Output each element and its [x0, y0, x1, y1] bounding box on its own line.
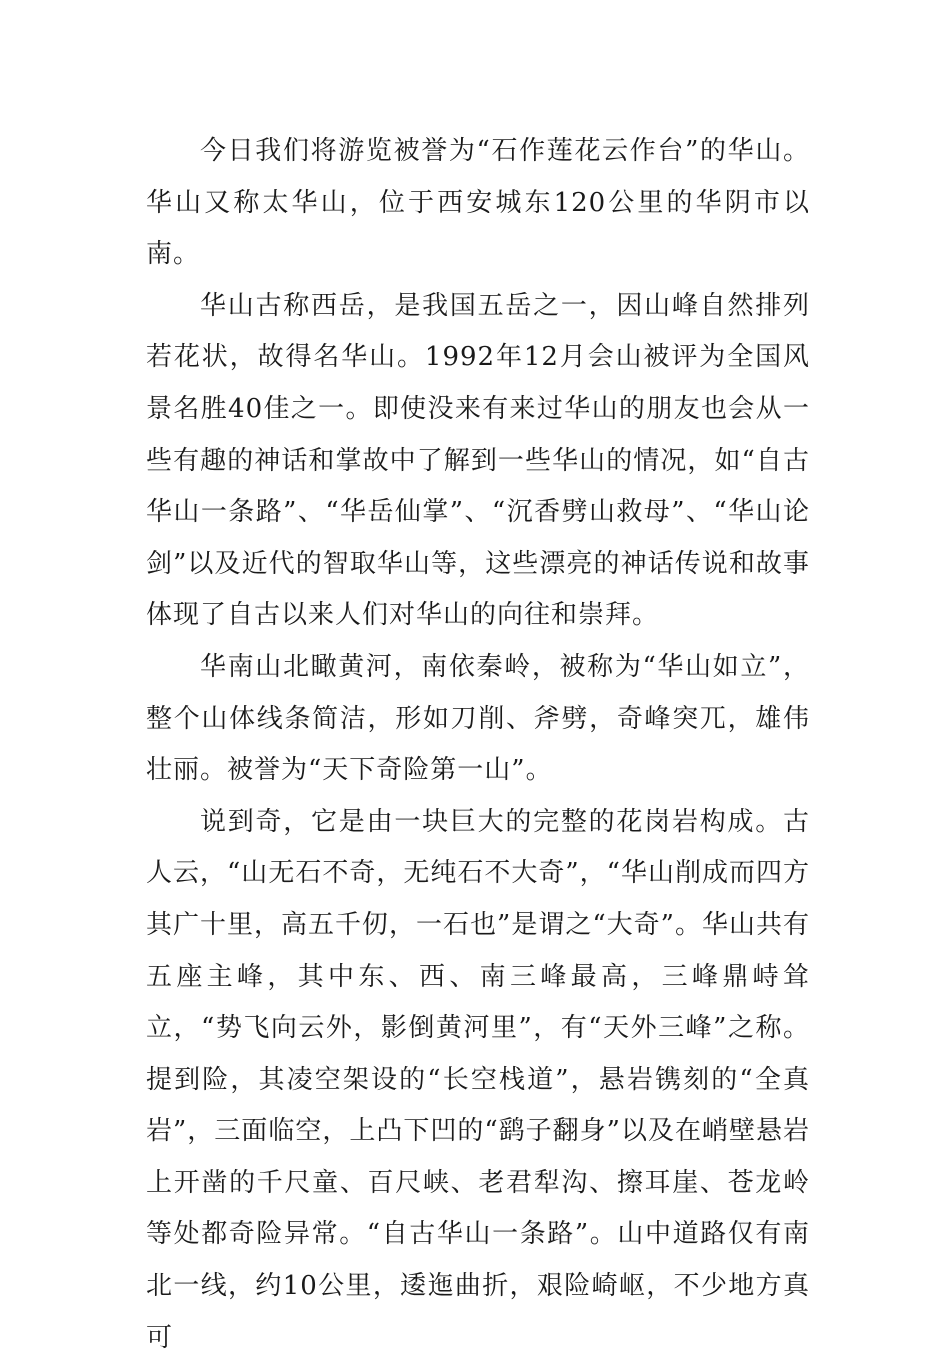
paragraph-1: 今日我们将游览被誉为“石作莲花云作台”的华山。华山又称太华山，位于西安城东120公里的华阴市以南。 [146, 136, 810, 270]
document-body [146, 126, 810, 1364]
paragraph-3: 华南山北瞰黄河，南依秦岭，被称为“华山如立”，整个山体线条简洁，形如刀削、斧劈，奇峰突兀，雄伟壮丽。被誉为“天下奇险第一山”。 [146, 651, 810, 786]
paragraph-2: 华山古称西岳，是我国五岳之一，因山峰自然排列若花状，故得名华山。1992年12月会山被评为全国风景名胜40佳之一。即使没来有来过华山的朋友也会从一些有趣的神话和掌故中了解到一些华山的情况，如“自古华山一条路”、“华岳仙掌”、“沉香劈山救母”、“华山论剑”以及近代的智取华山等，这些漂亮的神话传说和故事体现了自古以来人们对华山的向往和崇拜。 [146, 290, 810, 631]
paragraph-4: 说到奇，它是由一块巨大的完整的花岗岩构成。古人云，“山无石不奇，无纯石不大奇”，“华山削成而四方其广十里，高五千仞，一石也”是谓之“大奇”。华山共有五座主峰，其中东、西、南三峰最高，三峰鼎峙耸立，“势飞向云外，影倒黄河里”，有“天外三峰”之称。提到险，其凌空架设的“长空栈道”，悬岩镌刻的“全真岩”，三面临空，上凸下凹的“鹞子翻身”以及在峭壁悬岩上开凿的千尺童、百尺峡、老君犁沟、擦耳崖、苍龙岭等处都奇险异常。“自古华山一条路”。山中道路仅有南北一线，约10公里，逶迤曲折，艰险崎岖，不少地方真可 [146, 806, 810, 1353]
